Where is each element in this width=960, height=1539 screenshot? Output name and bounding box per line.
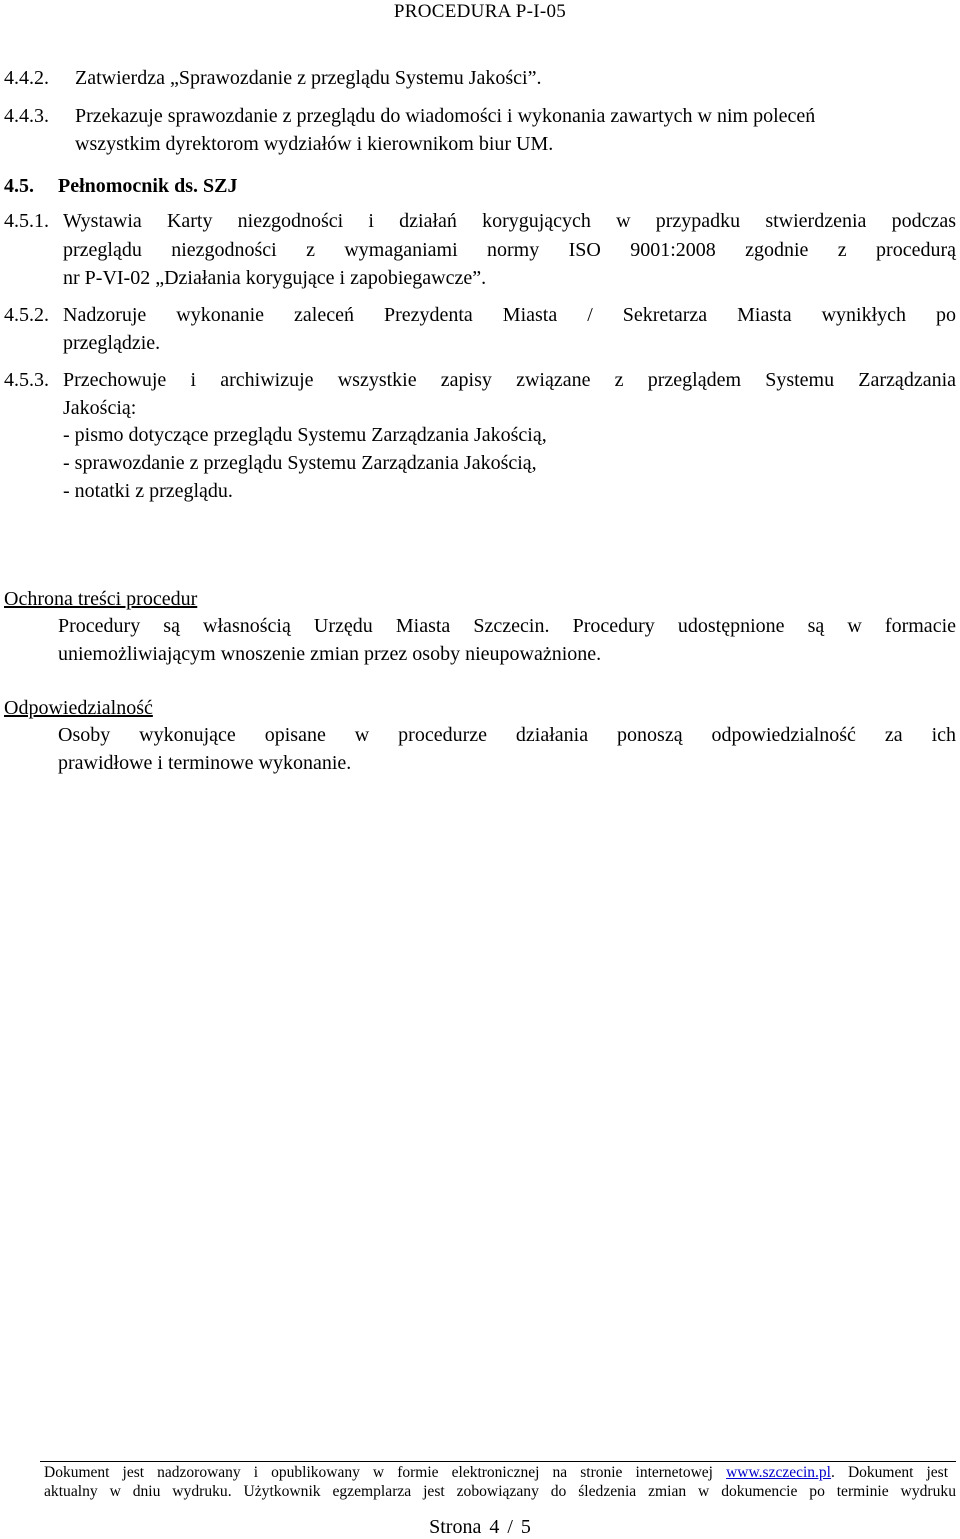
section-title: Pełnomocnik ds. SZJ [58,175,238,197]
subitem-text: Nadzoruje wykonanie zaleceń Prezydenta Miasta / Sekretarza Miasta wynikłych po [63,304,956,326]
page-number: Strona 4 / 5 [429,1516,531,1538]
item-text: Przekazuje sprawozdanie z przeglądu do wiadomości i wykonania zawartych w nim poleceń [75,105,816,127]
footer-line-2: aktualny w dniu wydruku. Użytkownik egzemplarza jest zobowiązany do śledzenia zmian w dokumencie po terminie wydruku [44,1483,956,1500]
subitem-text: nr P-VI-02 „Działania korygujące i zapobiegawcze”. [63,267,487,289]
subitem-text: przeglądzie. [63,332,161,354]
document-header: PROCEDURA P-I-05 [393,1,567,22]
subitem-text: Jakością: [63,397,137,419]
item-number: 4.4.2. [4,67,49,89]
list-item: - sprawozdanie z przeglądu Systemu Zarządzania Jakością, [63,452,537,474]
list-item: - notatki z przeglądu. [63,480,233,502]
protection-text: uniemożliwiającym wnoszenie zmian przez osoby nieupoważnione. [58,643,602,665]
protection-text: Procedury są własnością Urzędu Miasta Szczecin. Procedury udostępnione są w formacie [58,615,956,637]
list-item: - pismo dotyczące przeglądu Systemu Zarządzania Jakością, [63,424,547,446]
item-text: wszystkim dyrektorom wydziałów i kierownikom biur UM. [75,133,554,155]
subitem-text: Wystawia Karty niezgodności i działań korygujących w przypadku stwierdzenia podczas [63,210,956,232]
item-text: Zatwierdza „Sprawozdanie z przeglądu Systemu Jakości”. [75,67,542,89]
subitem-number: 4.5.1. [4,210,49,232]
website-link[interactable]: www.szczecin.pl [726,1464,831,1481]
responsibility-text: Osoby wykonujące opisane w procedurze działania ponoszą odpowiedzialność za ich [58,724,956,746]
footer-text: . Dokument jest [830,1464,948,1481]
footer-divider [40,1461,956,1462]
protection-heading: Ochrona treści procedur [4,588,198,610]
subitem-number: 4.5.3. [4,369,49,391]
footer-text: Dokument jest nadzorowany i opublikowany w formie elektronicznej na stronie internetowej [44,1464,727,1481]
subitem-text: przeglądu niezgodności z wymaganiami normy ISO 9001:2008 zgodnie z procedurą [63,239,956,261]
section-number: 4.5. [4,175,34,197]
responsibility-heading: Odpowiedzialność [4,697,153,719]
subitem-text: Przechowuje i archiwizuje wszystkie zapisy związane z przeglądem Systemu Zarządzania [63,369,956,391]
responsibility-text: prawidłowe i terminowe wykonanie. [58,752,352,774]
footer-line-1 [44,1463,948,1483]
subitem-number: 4.5.2. [4,304,49,326]
item-number: 4.4.3. [4,105,49,127]
